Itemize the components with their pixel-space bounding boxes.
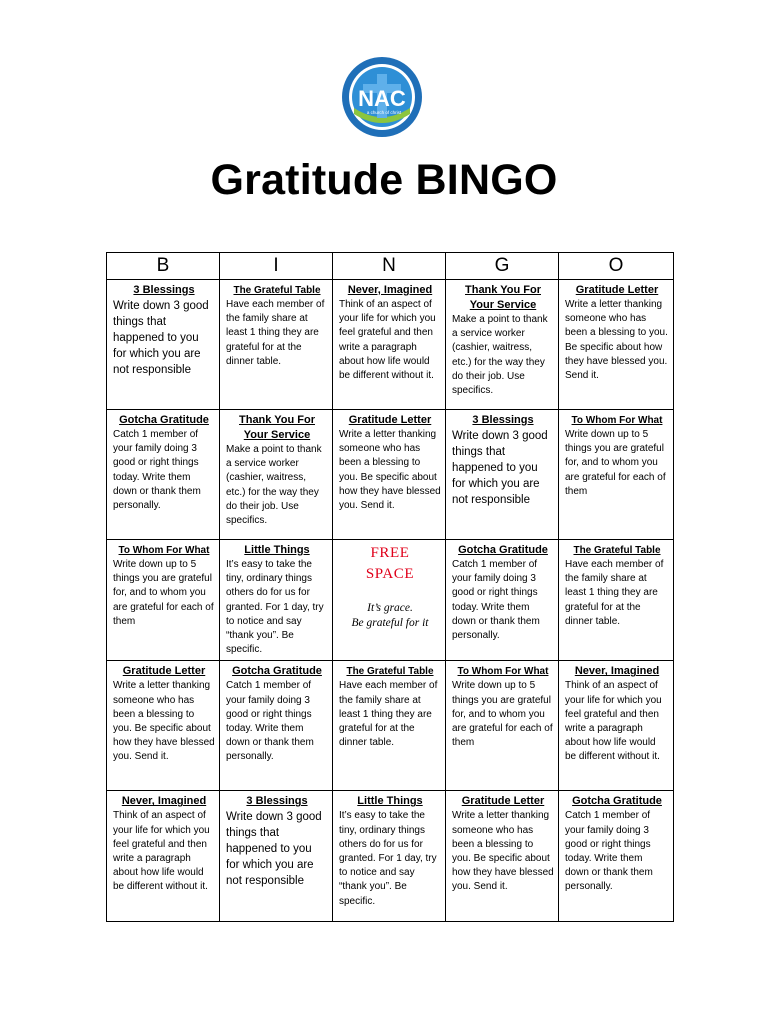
- cell-title: Gotcha Gratitude: [119, 414, 209, 426]
- cell-title: To Whom For What: [457, 666, 549, 678]
- cell-description: It’s easy to take the tiny, ordinary things others do for us for granted. For 1 day, try to notice and say “thank you”. Be specific.: [339, 810, 437, 907]
- header-letter: I: [220, 253, 333, 280]
- cell-description: Have each member of the family share at least 1 thing they are grateful for at the dinner table.: [339, 680, 438, 749]
- bingo-cell: [559, 791, 674, 922]
- bingo-cell: [559, 661, 674, 791]
- free-space-title: FREE: [370, 545, 410, 561]
- bingo-cell: [446, 791, 559, 922]
- cell-title: 3 Blessings: [472, 414, 534, 426]
- bingo-grid: [107, 280, 674, 922]
- cell-description: Write down 3 good things that happened to you for which you are not responsible: [452, 430, 548, 506]
- bingo-row: [107, 280, 674, 410]
- cell-description: It’s easy to take the tiny, ordinary things others do for us for granted. For 1 day, try to notice and say “thank you”. Be specific.: [226, 559, 324, 656]
- bingo-cell: [333, 791, 446, 922]
- cell-title: The Grateful Table: [573, 545, 661, 556]
- cell-title: Gratitude Letter: [348, 414, 432, 426]
- bingo-cell: [446, 410, 559, 540]
- cell-description: Think of an aspect of your life for which you feel grateful and then write a paragraph about how life would be different without it.: [113, 810, 210, 893]
- header-letter: B: [107, 253, 220, 280]
- cell-description: Have each member of the family share at least 1 thing they are grateful for at the dinner table.: [226, 299, 325, 367]
- bingo-cell: [446, 540, 559, 661]
- cell-title: Thank You For Your Service: [465, 284, 541, 311]
- bingo-cell: [220, 661, 333, 791]
- cell-description: Write down 3 good things that happened to you for which you are not responsible: [226, 811, 322, 888]
- cell-title: Never, Imagined: [574, 665, 660, 678]
- bingo-cell: [559, 410, 674, 540]
- cell-title: Gratitude Letter: [575, 284, 659, 296]
- header-letter: N: [333, 253, 446, 280]
- bingo-cell: [333, 410, 446, 540]
- cell-title: The Grateful Table: [233, 285, 321, 296]
- bingo-cell: [220, 280, 333, 410]
- free-space-subtitle: Be grateful for it: [351, 617, 429, 629]
- page-title: Gratitude BINGO: [210, 156, 558, 204]
- bingo-header-row: [107, 253, 674, 280]
- cell-description: Catch 1 member of your family doing 3 good or right things today. Write them down or thank them personally.: [452, 559, 540, 642]
- cell-description: Write down up to 5 things you are grateful for, and to whom you are grateful for each of them: [565, 429, 666, 497]
- bingo-row: [107, 791, 674, 922]
- bingo-card: [106, 252, 674, 922]
- free-space-subtitle: It’s grace.: [367, 602, 413, 614]
- bingo-cell: [446, 280, 559, 410]
- cell-title: Gratitude Letter: [461, 795, 545, 808]
- bingo-cell: [107, 540, 220, 661]
- bingo-row: [107, 661, 674, 791]
- bingo-cell: [220, 540, 333, 661]
- bingo-cell: [559, 540, 674, 661]
- cell-title: Thank You For Your Service: [239, 414, 315, 441]
- bingo-cell: [333, 661, 446, 791]
- cell-description: Write down up to 5 things you are grateful for, and to whom you are grateful for each of them: [113, 559, 214, 627]
- cell-description: Catch 1 member of your family doing 3 good or right things today. Write them down or thank them personally.: [565, 810, 653, 893]
- cell-description: Catch 1 member of your family doing 3 good or right things today. Write them down or thank them personally.: [113, 429, 201, 512]
- cell-title: Never, Imagined: [121, 795, 207, 808]
- free-space-cell: [333, 540, 446, 661]
- bingo-row: [107, 540, 674, 661]
- bingo-cell: [220, 791, 333, 922]
- header-letter: G: [446, 253, 559, 280]
- cell-description: Write down up to 5 things you are grateful for, and to whom you are grateful for each of them: [452, 680, 553, 749]
- bingo-cell: [107, 791, 220, 922]
- header-letter: O: [559, 253, 674, 280]
- cell-description: Write a letter thanking someone who has been a blessing to you. Be specific about how they have blessed you. Send it.: [339, 429, 441, 512]
- cell-title: 3 Blessings: [133, 284, 195, 296]
- cell-title: To Whom For What: [571, 415, 663, 426]
- logo-text: NAC: [358, 86, 406, 111]
- logo-tagline: a church of christ: [366, 110, 402, 115]
- cell-description: Make a point to thank a service worker (cashier, waitress, etc.) for the way they do their job. Use specifics.: [226, 444, 322, 527]
- cell-title: The Grateful Table: [346, 666, 434, 678]
- bingo-cell: [107, 410, 220, 540]
- free-space-title: SPACE: [365, 566, 415, 582]
- cell-title: Never, Imagined: [347, 284, 433, 296]
- cell-description: Have each member of the family share at least 1 thing they are grateful for at the dinner table.: [565, 559, 664, 627]
- cell-title: To Whom For What: [118, 545, 210, 556]
- cell-description: Think of an aspect of your life for which you feel grateful and then write a paragraph about how life would be different without it.: [565, 680, 662, 763]
- cell-title: 3 Blessings: [246, 795, 308, 808]
- bingo-cell: [107, 661, 220, 791]
- cell-description: Write a letter thanking someone who has been a blessing to you. Be specific about how they have blessed you. Send it.: [565, 299, 668, 382]
- cell-title: Gotcha Gratitude: [458, 544, 548, 556]
- cell-title: Gotcha Gratitude: [232, 665, 322, 678]
- cell-description: Make a point to thank a service worker (cashier, waitress, etc.) for the way they do their job. Use specifics.: [452, 314, 548, 397]
- bingo-cell: [333, 280, 446, 410]
- bingo-cell: [107, 280, 220, 410]
- cell-description: Write a letter thanking someone who has been a blessing to you. Be specific about how they have blessed you. Send it.: [452, 810, 554, 893]
- bingo-cell: [559, 280, 674, 410]
- cell-description: Write down 3 good things that happened to you for which you are not responsible: [113, 300, 209, 376]
- cell-title: Little Things: [244, 544, 310, 556]
- cell-description: Catch 1 member of your family doing 3 good or right things today. Write them down or thank them personally.: [226, 680, 314, 763]
- cell-title: Gotcha Gratitude: [572, 795, 662, 808]
- cell-title: Gratitude Letter: [122, 665, 206, 678]
- bingo-cell: [446, 661, 559, 791]
- cell-description: Think of an aspect of your life for which you feel grateful and then write a paragraph about how life would be different without it.: [339, 299, 436, 382]
- nac-logo: [341, 56, 423, 138]
- bingo-row: [107, 410, 674, 540]
- cell-title: Little Things: [357, 795, 423, 808]
- cell-description: Write a letter thanking someone who has been a blessing to you. Be specific about how they have blessed you. Send it.: [113, 680, 215, 763]
- bingo-cell: [220, 410, 333, 540]
